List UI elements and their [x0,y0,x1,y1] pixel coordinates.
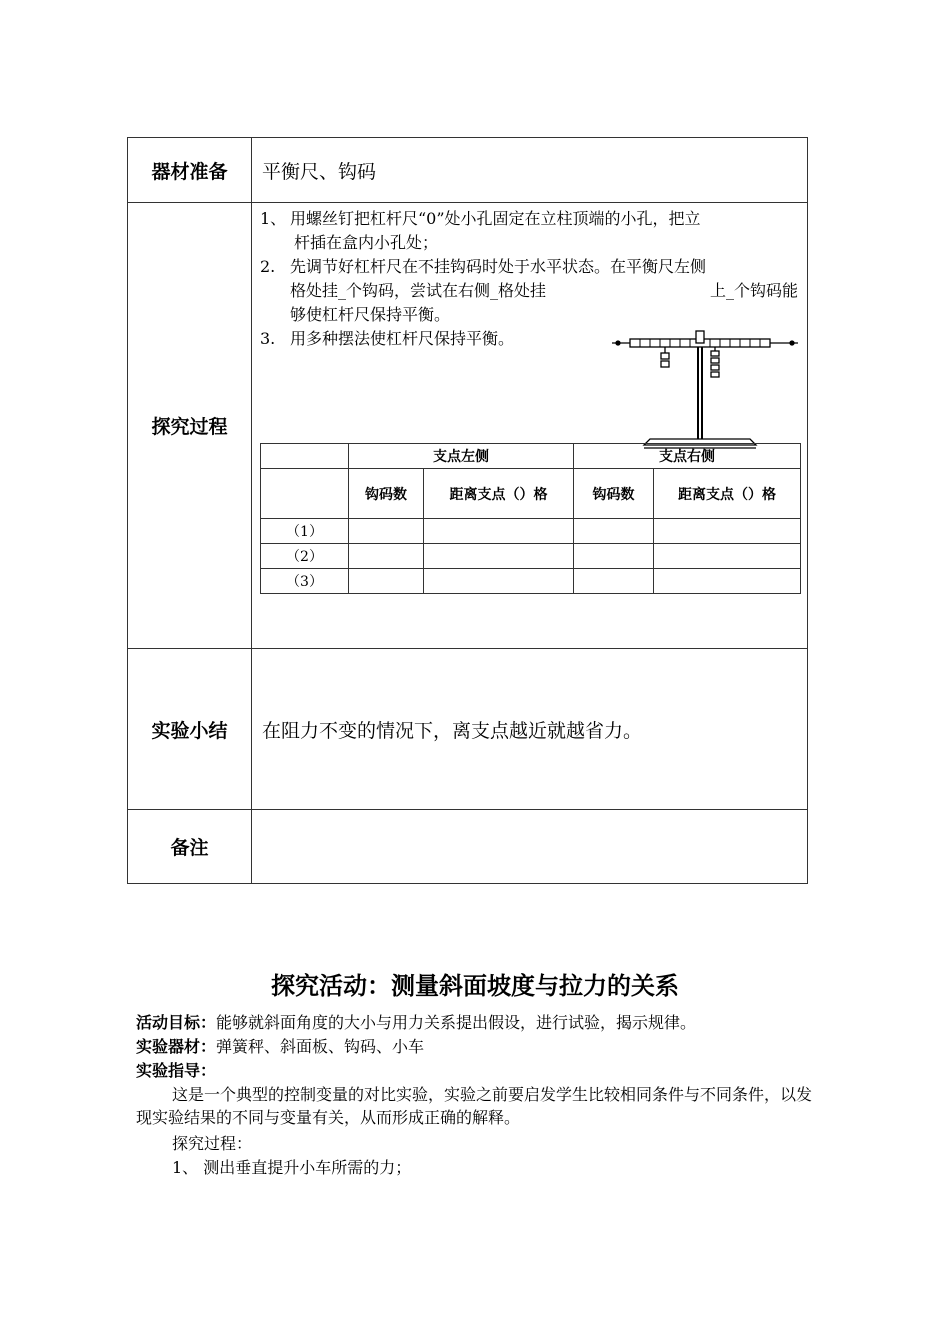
right-side-header: 支点右侧 [574,444,801,469]
equipment-value: 平衡尺、钩码 [252,138,808,203]
process-label: 探究过程 [128,203,252,649]
summary-label: 实验小结 [128,649,252,810]
table-row: （3） [261,569,801,594]
step-1: 1、 用螺丝钉把杠杆尺“0”处小孔固定在立柱顶端的小孔，把立 杆插在盒内小孔处； [260,209,701,252]
step-3: 3. 用多种摆法使杠杆尺保持平衡。 [260,329,515,348]
left-distance-header: 距离支点（）格 [424,469,574,519]
data-table [260,443,801,594]
left-side-header: 支点左侧 [349,444,574,469]
step-2: 2. 先调节好杠杆尺在不挂钩码时处于水平状态。在平衡尺左侧 格处挂_个钩码，尝试在右侧_格处挂 上_个钩码能 够使杠杆尺保持平衡。 [260,257,798,324]
activity-title: 探究活动：测量斜面坡度与拉力的关系 [271,972,679,1000]
process-step-1: 1、 测出垂直提升小车所需的力； [172,1158,412,1177]
right-count-header: 钩码数 [574,469,654,519]
notes-label: 备注 [128,810,252,884]
summary-value: 在阻力不变的情况下，离支点越近就越省力。 [252,649,808,810]
right-distance-header: 距离支点（）格 [654,469,801,519]
activity-materials: 实验器材：弹簧秤、斜面板、钩码、小车 [136,1037,425,1056]
notes-value [252,810,808,884]
activity-goal: 活动目标：能够就斜面角度的大小与用力关系提出假设，进行试验，揭示规律。 [136,1013,697,1032]
table-row: （2） [261,544,801,569]
left-count-header: 钩码数 [349,469,424,519]
lever-balance-illustration [610,321,800,449]
process-heading: 探究过程： [172,1134,253,1153]
process-cell [252,203,808,649]
experiment-table [127,137,808,884]
activity-guide-text: 这是一个典型的控制变量的对比实验，实验之前要启发学生比较相同条件与不同条件，以发现实验结果的不同与变量有关，从而形成正确的解释。 [136,1085,813,1127]
table-row: （1） [261,519,801,544]
activity-guide-label: 实验指导： [136,1061,217,1080]
equipment-label: 器材准备 [128,138,252,203]
